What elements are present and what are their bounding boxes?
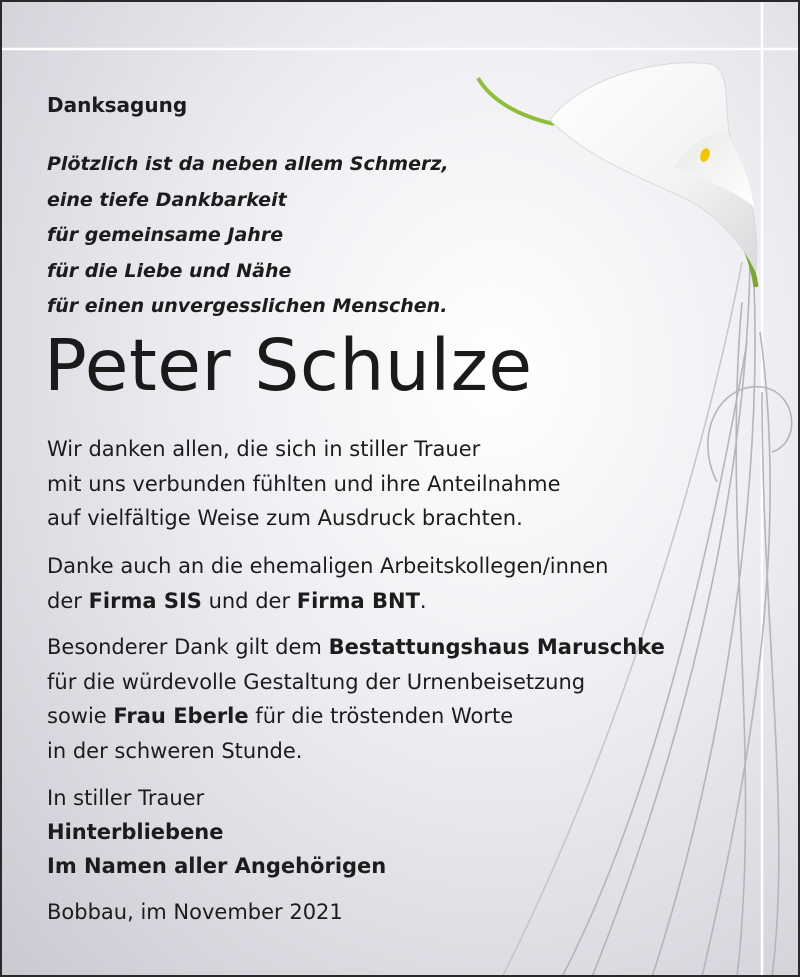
poem-line: für einen unvergesslichen Menschen. <box>47 295 448 317</box>
text-segment: Besonderer Dank gilt dem <box>47 635 329 659</box>
grass-stems-decoration <box>502 262 792 977</box>
thanks-paragraph-1 <box>47 432 561 536</box>
signature-line: In stiller Trauer <box>47 786 205 810</box>
thanks-paragraph-3 <box>47 630 665 768</box>
poem-line: eine tiefe Dankbarkeit <box>47 188 287 211</box>
signature-block <box>47 781 386 883</box>
text-segment: der <box>47 588 89 613</box>
company-name: Firma SIS <box>88 588 202 613</box>
place-and-date: Bobbau, im November 2021 <box>47 900 343 924</box>
text-segment: für die tröstenden Worte <box>248 704 514 728</box>
calla-lily-illustration <box>478 63 757 287</box>
paragraph-line <box>47 584 608 619</box>
poem-line: für die Liebe und Nähe <box>47 259 292 282</box>
signature-line <box>47 815 386 849</box>
poem-line: Plötzlich ist da neben allem Schmerz, <box>47 153 449 175</box>
paragraph-line: Danke auch an die ehemaligen Arbeitskollegen/innen <box>47 554 609 578</box>
text-segment: . <box>419 588 427 613</box>
speaker-name: Frau Eberle <box>113 704 249 728</box>
paragraph-line <box>47 630 665 665</box>
company-name: Firma BNT <box>296 588 420 613</box>
paragraph-line: auf vielfältige Weise zum Ausdruck brachten. <box>47 506 523 530</box>
deceased-name: Peter Schulze <box>44 324 533 407</box>
paragraph-line: in der schweren Stunde. <box>47 738 303 763</box>
paragraph-line: mit uns verbunden fühlten und ihre Anteilnahme <box>47 471 561 496</box>
mourners-note: Im Namen aller Angehörigen <box>47 854 387 878</box>
paragraph-line: für die würdevolle Gestaltung der Urnenbeisetzung <box>47 669 586 694</box>
paragraph-line <box>47 699 665 734</box>
text-segment: sowie <box>47 704 114 728</box>
signature-line <box>47 849 386 883</box>
funeral-home-name: Bestattungshaus Maruschke <box>328 635 665 659</box>
paragraph-line: Wir danken allen, die sich in stiller Trauer <box>47 437 481 461</box>
heading: Danksagung <box>47 93 188 117</box>
thanks-paragraph-2 <box>47 549 608 618</box>
poem <box>47 147 449 325</box>
text-segment: und der <box>201 588 297 613</box>
mourners: Hinterbliebene <box>47 820 224 844</box>
poem-line: für gemeinsame Jahre <box>47 224 284 246</box>
